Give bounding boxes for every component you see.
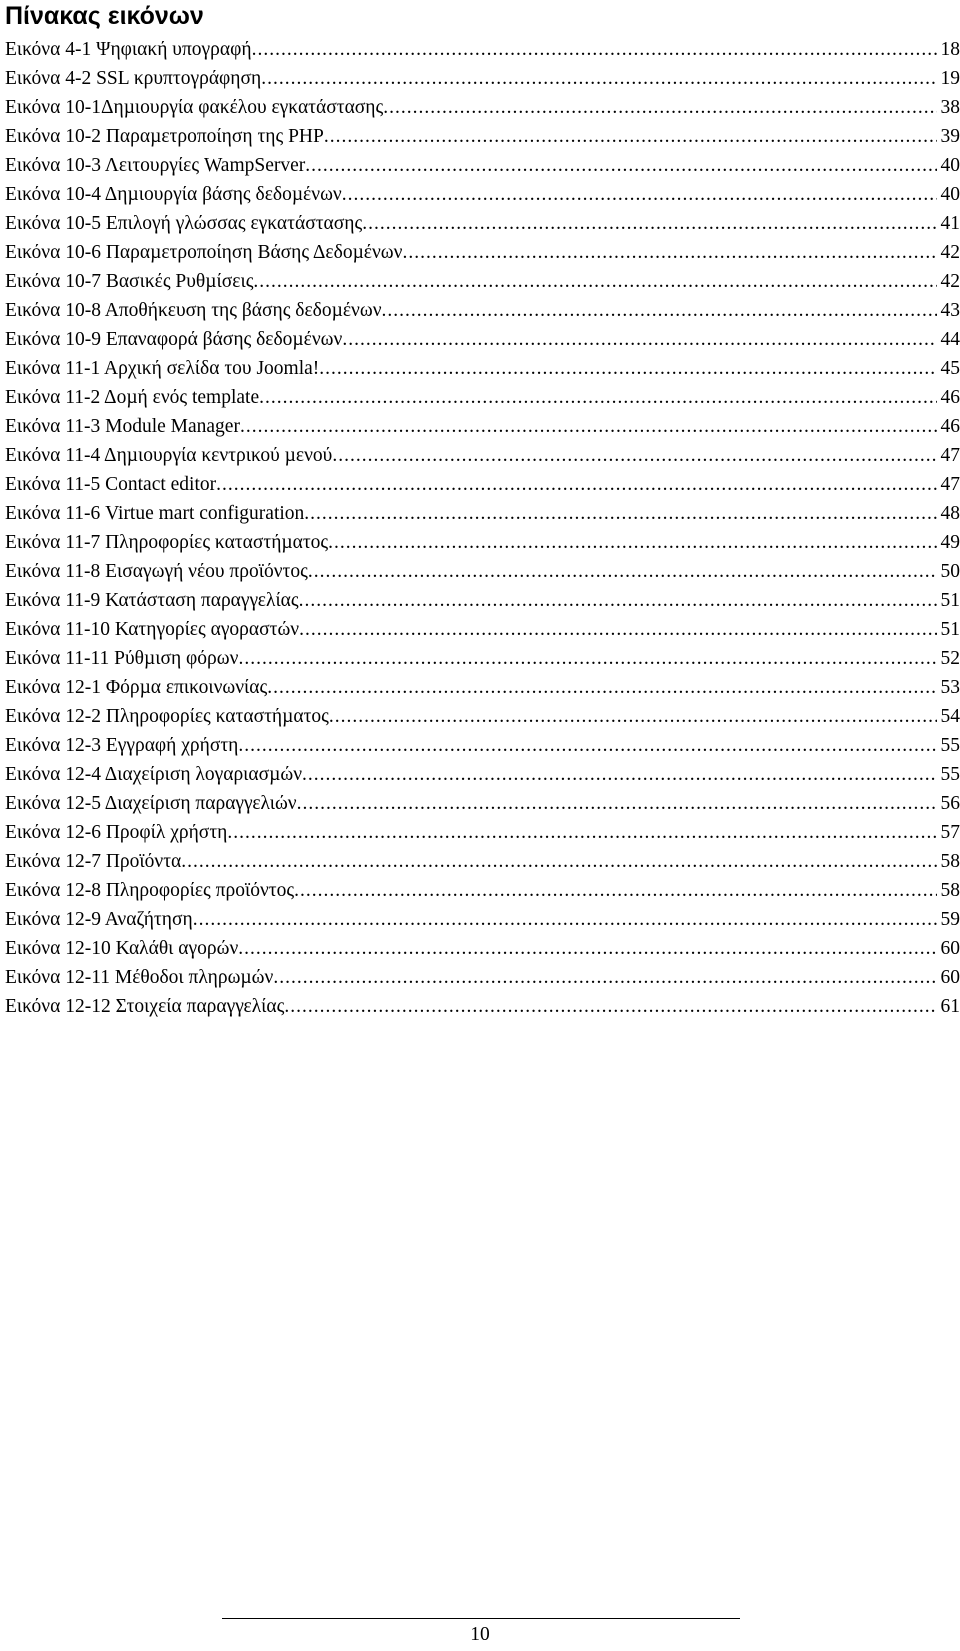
toc-entry-page-number: 18 — [940, 39, 960, 60]
toc-entry-label: Εικόνα 4-1 Ψηφιακή υπογραφή — [5, 39, 252, 60]
dot-leader — [227, 818, 936, 847]
toc-entry-page-number: 51 — [940, 590, 960, 611]
toc-entry-label: Εικόνα 11-1 Αρχική σελίδα του Joomla! — [5, 358, 320, 379]
dot-leader — [273, 963, 936, 992]
toc-entry-label: Εικόνα 12-12 Στοιχεία παραγγελίας — [5, 996, 285, 1017]
toc-entry-label: Εικόνα 10-2 Παραµετροποίηση της PHP — [5, 126, 324, 147]
toc-entry-label: Εικόνα 11-2 Δοµή ενός template — [5, 387, 260, 408]
toc-entry[interactable] — [5, 615, 960, 644]
dot-leader — [299, 586, 937, 615]
toc-entry-label: Εικόνα 10-5 Επιλογή γλώσσας εγκατάστασης — [5, 213, 363, 234]
dot-leader — [362, 209, 936, 238]
toc-entry[interactable] — [5, 64, 960, 93]
toc-entry[interactable] — [5, 93, 960, 122]
dot-leader — [238, 644, 936, 673]
dot-leader — [382, 296, 937, 325]
toc-entry-label: Εικόνα 12-4 Διαχείριση λογαριασµών — [5, 764, 303, 785]
toc-entry-page-number: 59 — [940, 909, 960, 930]
toc-entry-page-number: 42 — [940, 271, 960, 292]
toc-entry-label: Εικόνα 11-4 Δηµιουργία κεντρικού µενού — [5, 445, 333, 466]
dot-leader — [284, 992, 936, 1021]
toc-entry[interactable] — [5, 905, 960, 934]
dot-leader — [238, 731, 936, 760]
toc-entry-label: Εικόνα 12-6 Προφίλ χρήστη — [5, 822, 228, 843]
toc-entry-page-number: 38 — [940, 97, 960, 118]
toc-entry[interactable] — [5, 818, 960, 847]
toc-entry[interactable] — [5, 992, 960, 1021]
toc-entry-page-number: 58 — [940, 851, 960, 872]
dot-leader — [267, 673, 936, 702]
dot-leader — [332, 441, 936, 470]
dot-leader — [402, 238, 936, 267]
toc-entry-page-number: 41 — [940, 213, 960, 234]
toc-entry-label: Εικόνα 10-7 Βασικές Ρυθµίσεις — [5, 271, 254, 292]
dot-leader — [319, 354, 936, 383]
dot-leader — [302, 760, 936, 789]
dot-leader — [308, 557, 937, 586]
dot-leader — [216, 470, 936, 499]
toc-entry-page-number: 45 — [940, 358, 960, 379]
toc-entry[interactable] — [5, 470, 960, 499]
toc-entry[interactable] — [5, 586, 960, 615]
toc-entry-page-number: 42 — [940, 242, 960, 263]
toc-entry-label: Εικόνα 10-3 Λειτουργίες WampServer — [5, 155, 306, 176]
toc-entry-page-number: 57 — [940, 822, 960, 843]
dot-leader — [305, 151, 936, 180]
toc-entry-page-number: 55 — [940, 764, 960, 785]
toc-entry[interactable] — [5, 383, 960, 412]
toc-entry[interactable] — [5, 847, 960, 876]
toc-entry-label: Εικόνα 11-7 Πληροφορίες καταστήµατος — [5, 532, 329, 553]
toc-entry-page-number: 56 — [940, 793, 960, 814]
toc-entry-page-number: 40 — [940, 155, 960, 176]
table-of-figures — [5, 35, 960, 1021]
toc-entry-label: Εικόνα 11-5 Contact editor — [5, 474, 217, 495]
toc-entry-label: Εικόνα 10-8 Αποθήκευση της βάσης δεδοµένων — [5, 300, 382, 321]
toc-entry-page-number: 60 — [940, 967, 960, 988]
dot-leader — [261, 64, 936, 93]
toc-entry[interactable] — [5, 673, 960, 702]
toc-entry-page-number: 60 — [940, 938, 960, 959]
dot-leader — [304, 499, 936, 528]
page-title: Πίνακας εικόνων — [5, 2, 204, 30]
toc-entry-label: Εικόνα 10-1Δηµιουργία φακέλου εγκατάστασης — [5, 97, 384, 118]
dot-leader — [259, 383, 936, 412]
toc-entry-label: Εικόνα 11-9 Κατάσταση παραγγελίας — [5, 590, 299, 611]
toc-entry[interactable] — [5, 354, 960, 383]
toc-entry-label: Εικόνα 12-3 Εγγραφή χρήστη — [5, 735, 239, 756]
dot-leader — [252, 35, 937, 64]
toc-entry-label: Εικόνα 12-5 Διαχείριση παραγγελιών — [5, 793, 297, 814]
toc-entry[interactable] — [5, 412, 960, 441]
toc-entry-page-number: 47 — [940, 445, 960, 466]
toc-entry-label: Εικόνα 11-10 Κατηγορίες αγοραστών — [5, 619, 300, 640]
toc-entry[interactable] — [5, 702, 960, 731]
toc-entry-page-number: 40 — [940, 184, 960, 205]
dot-leader — [329, 702, 937, 731]
toc-entry-label: Εικόνα 4-2 SSL κρυπτογράφηση — [5, 68, 262, 89]
toc-entry-page-number: 53 — [940, 677, 960, 698]
toc-entry-label: Εικόνα 11-8 Εισαγωγή νέου προϊόντος — [5, 561, 308, 582]
toc-entry-page-number: 19 — [940, 68, 960, 89]
toc-entry[interactable] — [5, 876, 960, 905]
toc-entry-label: Εικόνα 11-3 Module Manager — [5, 416, 240, 437]
dot-leader — [342, 180, 937, 209]
toc-entry-label: Εικόνα 12-8 Πληροφορίες προϊόντος — [5, 880, 295, 901]
toc-entry-page-number: 43 — [940, 300, 960, 321]
toc-entry-page-number: 50 — [940, 561, 960, 582]
toc-entry[interactable] — [5, 296, 960, 325]
dot-leader — [342, 325, 936, 354]
dot-leader — [193, 905, 937, 934]
toc-entry-label: Εικόνα 11-6 Virtue mart configuration — [5, 503, 305, 524]
toc-entry[interactable] — [5, 731, 960, 760]
toc-entry[interactable] — [5, 238, 960, 267]
footer-divider — [222, 1618, 740, 1619]
toc-entry[interactable] — [5, 499, 960, 528]
toc-entry-label: Εικόνα 11-11 Ρύθµιση φόρων — [5, 648, 239, 669]
toc-entry-label: Εικόνα 12-9 Αναζήτηση — [5, 909, 193, 930]
toc-entry-label: Εικόνα 10-4 Δηµιουργία βάσης δεδοµένων — [5, 184, 342, 205]
dot-leader — [238, 934, 936, 963]
toc-entry[interactable] — [5, 267, 960, 296]
toc-entry-page-number: 54 — [940, 706, 960, 727]
toc-entry-page-number: 48 — [940, 503, 960, 524]
toc-entry-label: Εικόνα 12-11 Μέθοδοι πληρωµών — [5, 967, 274, 988]
toc-entry[interactable] — [5, 35, 960, 64]
toc-entry[interactable] — [5, 557, 960, 586]
toc-entry-page-number: 39 — [940, 126, 960, 147]
toc-entry[interactable] — [5, 441, 960, 470]
toc-entry-page-number: 58 — [940, 880, 960, 901]
toc-entry-page-number: 52 — [940, 648, 960, 669]
toc-entry-page-number: 55 — [940, 735, 960, 756]
toc-entry[interactable] — [5, 963, 960, 992]
toc-entry[interactable] — [5, 122, 960, 151]
toc-entry[interactable] — [5, 209, 960, 238]
toc-entry-label: Εικόνα 12-1 Φόρµα επικοινωνίας — [5, 677, 268, 698]
dot-leader — [181, 847, 936, 876]
toc-entry-page-number: 46 — [940, 387, 960, 408]
dot-leader — [294, 876, 936, 905]
toc-entry-page-number: 47 — [940, 474, 960, 495]
toc-entry-label: Εικόνα 10-6 Παραµετροποίηση Βάσης Δεδοµένων — [5, 242, 403, 263]
toc-entry-label: Εικόνα 12-2 Πληροφορίες καταστήµατος — [5, 706, 329, 727]
dot-leader — [240, 412, 937, 441]
dot-leader — [253, 267, 936, 296]
dot-leader — [299, 615, 936, 644]
dot-leader — [297, 789, 937, 818]
dot-leader — [324, 122, 937, 151]
toc-entry[interactable] — [5, 151, 960, 180]
toc-entry-label: Εικόνα 12-10 Καλάθι αγορών — [5, 938, 239, 959]
toc-entry-page-number: 51 — [940, 619, 960, 640]
page-number: 10 — [470, 1624, 490, 1645]
toc-entry-page-number: 46 — [940, 416, 960, 437]
toc-entry[interactable] — [5, 528, 960, 557]
toc-entry[interactable] — [5, 789, 960, 818]
toc-entry[interactable] — [5, 644, 960, 673]
toc-entry-label: Εικόνα 10-9 Επαναφορά βάσης δεδοµένων — [5, 329, 343, 350]
toc-entry[interactable] — [5, 180, 960, 209]
toc-entry[interactable] — [5, 934, 960, 963]
dot-leader — [383, 93, 936, 122]
toc-entry-label: Εικόνα 12-7 Προϊόντα — [5, 851, 182, 872]
toc-entry[interactable] — [5, 325, 960, 354]
toc-entry-page-number: 44 — [940, 329, 960, 350]
dot-leader — [328, 528, 936, 557]
toc-entry-page-number: 61 — [940, 996, 960, 1017]
toc-entry[interactable] — [5, 760, 960, 789]
toc-entry-page-number: 49 — [940, 532, 960, 553]
